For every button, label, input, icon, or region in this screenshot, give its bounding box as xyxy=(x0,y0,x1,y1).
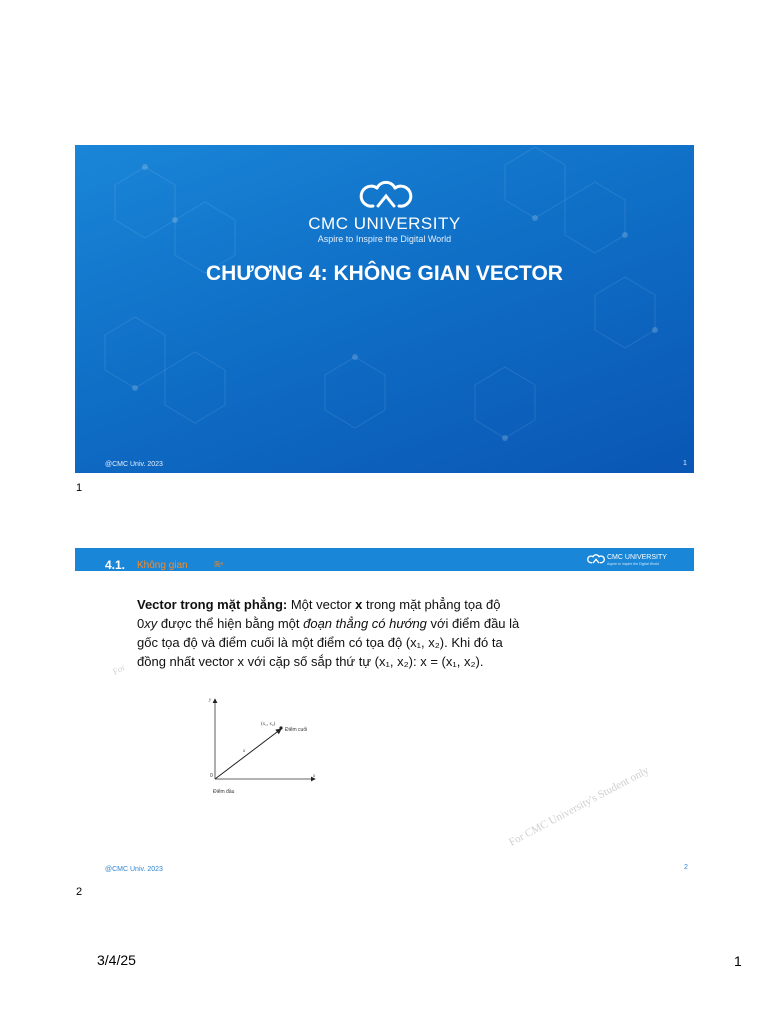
end-point xyxy=(279,726,282,729)
watermark-fragment: For xyxy=(111,662,127,677)
copyright: @CMC Univ. 2023 xyxy=(105,461,163,468)
rn-symbol: ℝⁿ xyxy=(214,560,224,569)
term: Vector trong mặt phẳng: xyxy=(137,597,288,612)
header-brand-tagline: Aspire to Inspire the Digital World xyxy=(607,562,659,566)
copyright: @CMC Univ. 2023 xyxy=(105,866,163,873)
vector-label: x xyxy=(243,749,246,754)
text-span: trong mặt phẳng tọa độ xyxy=(362,597,501,612)
slide-number: 2 xyxy=(684,864,688,871)
cmc-logo-small-icon xyxy=(587,552,605,566)
content-slide xyxy=(75,548,694,880)
university-name: CMC UNIVERSITY xyxy=(308,214,461,233)
vector-diagram xyxy=(203,695,323,799)
section-number: 4.1. xyxy=(105,558,126,572)
cmc-logo-icon xyxy=(359,176,413,214)
emphasis: đoạn thẳng có hướng xyxy=(303,616,427,631)
slide-title: CHƯƠNG 4: KHÔNG GIAN VECTOR xyxy=(206,262,563,285)
title-slide xyxy=(75,145,694,473)
footer-date: 3/4/25 xyxy=(97,952,136,968)
text-span: Một vector xyxy=(287,597,356,612)
text-line-3: gốc tọa độ và điểm cuối là một điểm có tọa độ (x₁, x₂). Khi đó ta xyxy=(137,635,503,650)
start-point-label: Điểm đầu xyxy=(213,789,235,795)
vector-symbol: x xyxy=(355,597,363,612)
footer-page-number: 1 xyxy=(734,953,742,969)
text-span: xy xyxy=(144,616,158,631)
header-brand: CMC UNIVERSITY xyxy=(607,554,667,561)
x-axis-label: x xyxy=(313,774,316,779)
text-line-1 xyxy=(137,595,557,614)
y-axis-label: y xyxy=(209,698,212,703)
watermark: For CMC University's Student only xyxy=(507,764,651,849)
end-point-label: Điểm cuối xyxy=(285,727,308,733)
slide-2-label: 2 xyxy=(76,886,83,898)
point-coords: (x₁, x₂) xyxy=(261,722,276,727)
section-title: Không gian xyxy=(137,560,188,571)
text-line-4: đồng nhất vector x với cặp số sắp thứ tự (x₁, x₂): x = (x₁, x₂). xyxy=(137,654,484,669)
tagline: Aspire to Inspire the Digital World xyxy=(317,234,452,244)
origin-label: 0 xyxy=(210,773,213,779)
text-span: với điểm đầu là xyxy=(426,616,520,631)
vector-arrow xyxy=(215,729,281,779)
text-span: được thể hiện bằng một xyxy=(157,616,304,631)
text-span: 0 xyxy=(137,616,145,631)
definition-text xyxy=(137,595,557,671)
text-line-2 xyxy=(137,614,557,633)
slide-number: 1 xyxy=(683,460,687,467)
slide-1-label: 1 xyxy=(76,482,83,494)
